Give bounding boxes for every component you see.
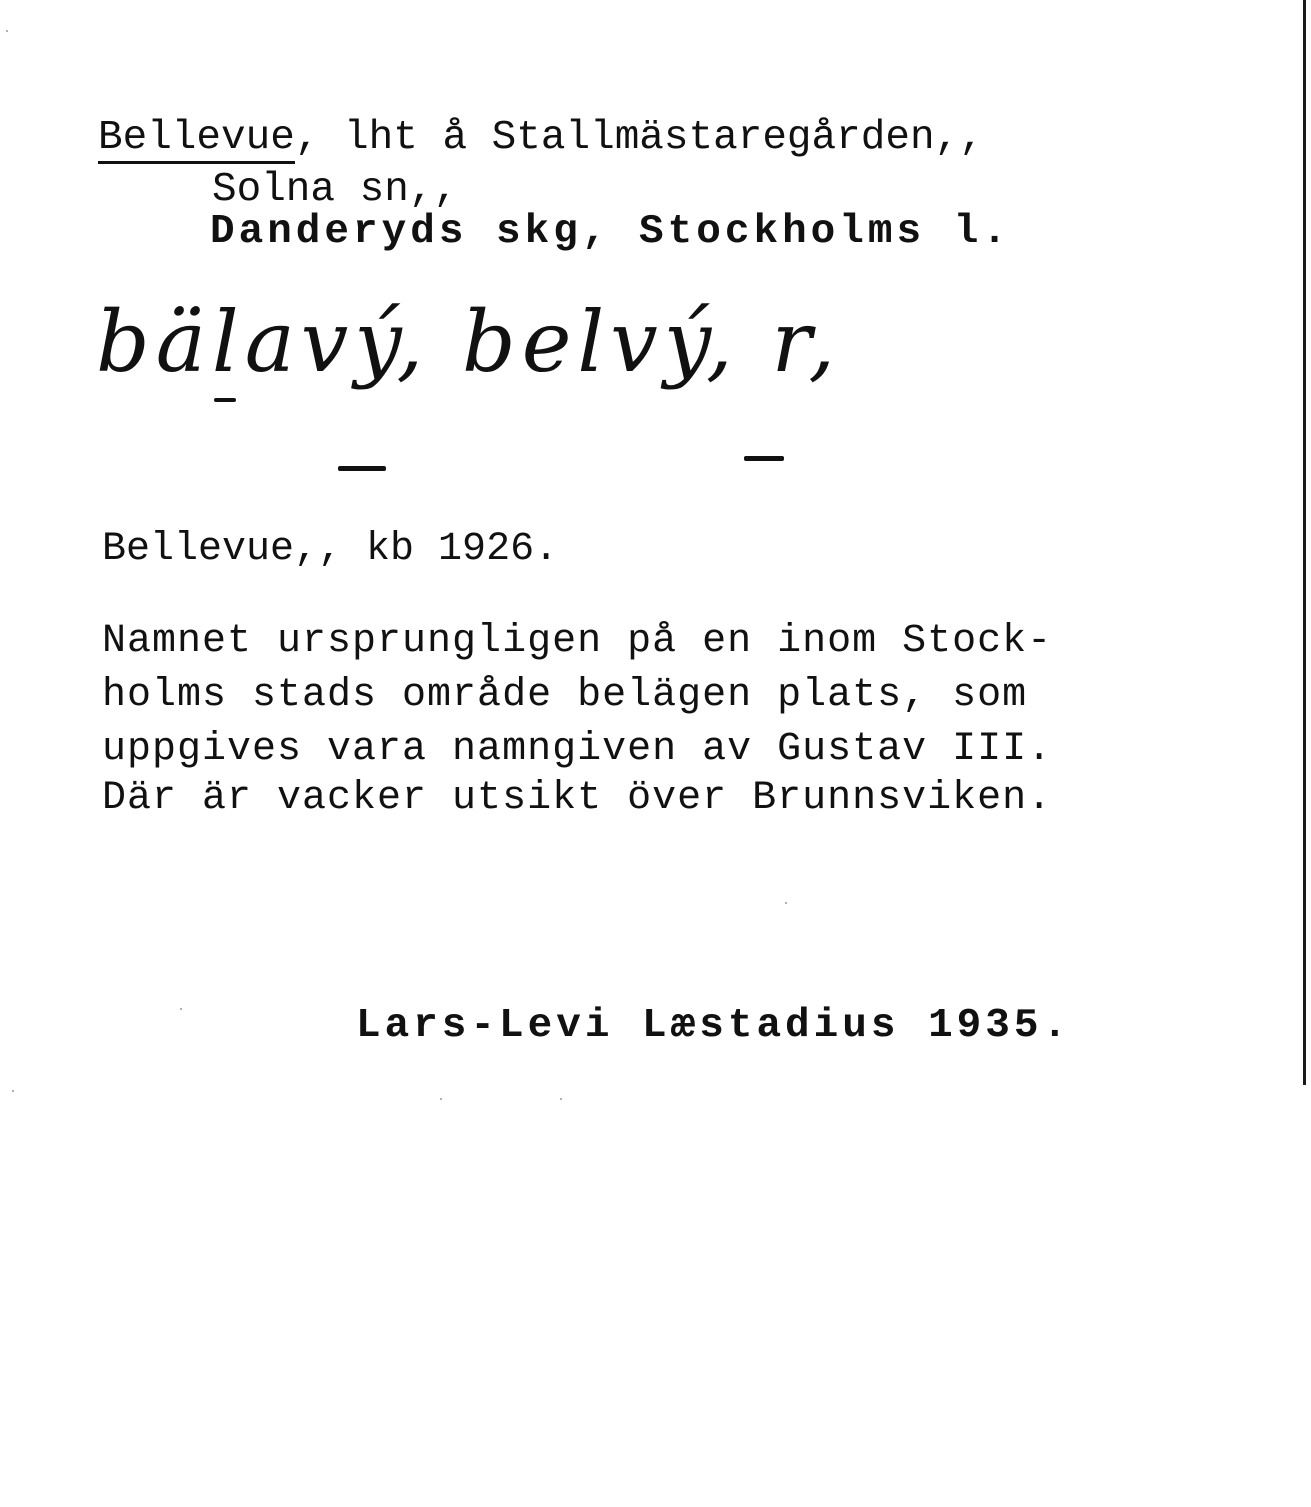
vowel-mark xyxy=(214,398,236,402)
heading-line-3: Danderyds skg, Stockholms l. xyxy=(210,209,1011,255)
headword: Bellevue xyxy=(98,118,295,164)
body-line-1: Namnet ursprungligen på en inom Stock- xyxy=(102,619,1053,664)
stress-underline-2 xyxy=(744,456,784,461)
scan-speck xyxy=(560,1098,562,1100)
body-line-3: uppgives vara namngiven av Gustav III. xyxy=(102,727,1053,772)
scan-speck xyxy=(440,1098,442,1100)
heading-line-1 xyxy=(98,115,984,164)
scan-speck xyxy=(785,902,787,904)
scan-speck xyxy=(6,30,8,32)
handwritten-pronunciation: bälavý, belvý, r, xyxy=(96,293,842,391)
card-edge-line xyxy=(1303,0,1306,1085)
body-line-4: Där är vacker utsikt över Brunnsviken. xyxy=(102,776,1053,821)
heading-details: , lht å Stallmästaregården,, xyxy=(294,115,984,161)
source-reference: Bellevue,, kb 1926. xyxy=(102,527,559,572)
body-line-2: holms stads område belägen plats, som xyxy=(102,673,1028,718)
signature-line: Lars-Levi Læstadius 1935. xyxy=(356,1003,1072,1049)
scan-speck xyxy=(180,1008,182,1010)
scan-speck xyxy=(12,1090,14,1092)
heading-line-2: Solna sn,, xyxy=(212,167,459,213)
stress-underline-1 xyxy=(338,466,386,471)
